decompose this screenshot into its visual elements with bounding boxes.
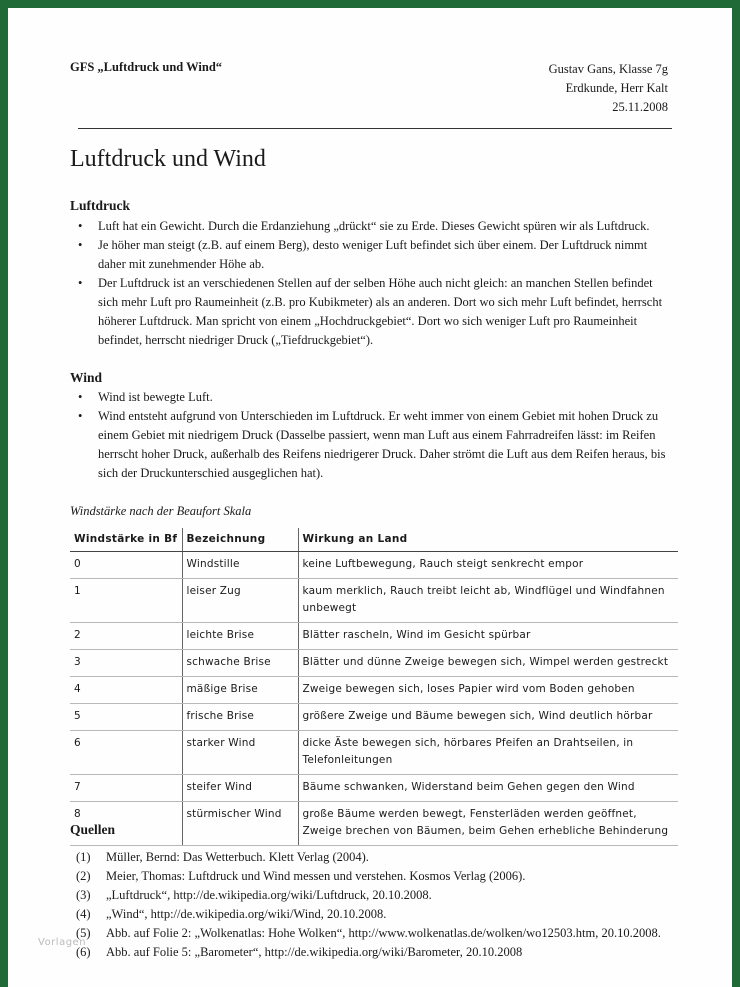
luftdruck-bullet-list [70, 217, 674, 350]
header-author-block [549, 60, 668, 117]
list-item: • Der Luftdruck ist an verschiedenen Stellen auf der selben Höhe auch nicht gleich: an manchen Stellen befindet sich mehr Luft pro Raumeinheit (z.B. pro Kubikmeter) als an anderen. Dort wo sich mehr Luft befindet, herrscht höherer Luftdruck. Man spricht von einem „Hochdruckgebiet“. Dort wo sich weniger Luft pro Raumeinheit befindet, herrscht niedriger Druck („Tiefdruckgebiet“). [78, 276, 663, 347]
table-row: 8 stürmischer Wind große Bäume werden bewegt, Fensterläden werden geöffnet, Zweige brechen von Bäumen, beim Gehen erhebliche Behinderung [70, 802, 678, 846]
section-heading-quellen: Quellen [70, 822, 116, 837]
header-author: Gustav Gans, Klasse 7g [548, 62, 668, 76]
table-row: 4 mäßige Brise Zweige bewegen sich, loses Papier wird vom Boden gehoben [70, 677, 678, 704]
list-item: (5) Abb. auf Folie 2: „Wolkenatlas: Hohe Wolken“, http://www.wolkenatlas.de/wolken/wo12503.htm, 20.10.2008. [76, 926, 661, 940]
list-item: (3) „Luftdruck“, http://de.wikipedia.org/wiki/Luftdruck, 20.10.2008. [76, 888, 432, 902]
table-row: 6 starker Wind dicke Äste bewegen sich, hörbares Pfeifen an Drahtseilen, in Telefonleitungen [70, 731, 678, 775]
bullet-icon: • [78, 390, 83, 404]
table-row: 5 frische Brise größere Zweige und Bäume bewegen sich, Wind deutlich hörbar [70, 704, 678, 731]
list-item: (2) Meier, Thomas: Luftdruck und Wind messen und verstehen. Kosmos Verlag (2006). [76, 869, 526, 883]
list-item: • Luft hat ein Gewicht. Durch die Erdanziehung „drückt“ sie zu Erde. Dieses Gewicht spüren wir als Luftdruck. [70, 217, 674, 236]
list-item: (6) Abb. auf Folie 5: „Barometer“, http://de.wikipedia.org/wiki/Barometer, 20.10.2008 [76, 945, 523, 959]
bullet-icon: • [78, 219, 83, 233]
table-row: 3 schwache Brise Blätter und dünne Zweige bewegen sich, Wimpel werden gestreckt [70, 650, 678, 677]
header-date: 25.11.2008 [612, 100, 668, 114]
header-topic: GFS „Luftdruck und Wind“ [70, 60, 223, 74]
header-divider [78, 128, 672, 129]
list-item: • Je höher man steigt (z.B. auf einem Berg), desto weniger Luft befindet sich über einem. Der Luftdruck nimmt daher mit zunehmender Höhe ab. [78, 238, 648, 271]
sources-list [70, 848, 670, 962]
column-header-wirkung: Wirkung an Land [298, 528, 678, 552]
section-heading-luftdruck: Luftdruck [70, 198, 131, 213]
watermark: Vorlagen [38, 937, 87, 948]
bullet-icon: • [78, 409, 83, 423]
table-row: 7 steifer Wind Bäume schwanken, Widerstand beim Gehen gegen den Wind [70, 775, 678, 802]
table-caption: Windstärke nach der Beaufort Skala [70, 504, 252, 518]
table-header-row [70, 528, 678, 552]
page-title: Luftdruck und Wind [70, 146, 266, 172]
section-heading-wind: Wind [70, 370, 103, 385]
table-row: 0 Windstille keine Luftbewegung, Rauch steigt senkrecht empor [70, 552, 678, 579]
beaufort-table [70, 528, 678, 846]
wind-bullet-list [70, 388, 674, 483]
bullet-icon: • [78, 276, 83, 290]
column-header-bezeichnung: Bezeichnung [182, 528, 298, 552]
header-subject: Erdkunde, Herr Kalt [565, 81, 668, 95]
table-row: 2 leichte Brise Blätter rascheln, Wind im Gesicht spürbar [70, 623, 678, 650]
list-item: • Wind entsteht aufgrund von Unterschieden im Luftdruck. Er weht immer von einem Gebiet mit hohen Druck zu einem Gebiet mit niedrigem Druck (Dasselbe passiert, wenn man Luft aus einem Fahrradreifen lässt: im Reifen herrscht hoher Druck, außerhalb des Reifens niedrigerer Druck. Daher strömt die Luft aus dem Reifen heraus, bis sich der Druckunterschied ausgeglichen hat). [78, 409, 666, 480]
list-item: (4) „Wind“, http://de.wikipedia.org/wiki/Wind, 20.10.2008. [76, 907, 387, 921]
column-header-bf: Windstärke in Bf [70, 528, 182, 552]
document-page [8, 8, 732, 987]
list-item: • Wind ist bewegte Luft. [70, 388, 674, 407]
table-row: 1 leiser Zug kaum merklich, Rauch treibt leicht ab, Windflügel und Windfahnen unbewegt [70, 579, 678, 623]
list-item: (1) Müller, Bernd: Das Wetterbuch. Klett Verlag (2004). [76, 850, 369, 864]
bullet-icon: • [78, 238, 83, 252]
